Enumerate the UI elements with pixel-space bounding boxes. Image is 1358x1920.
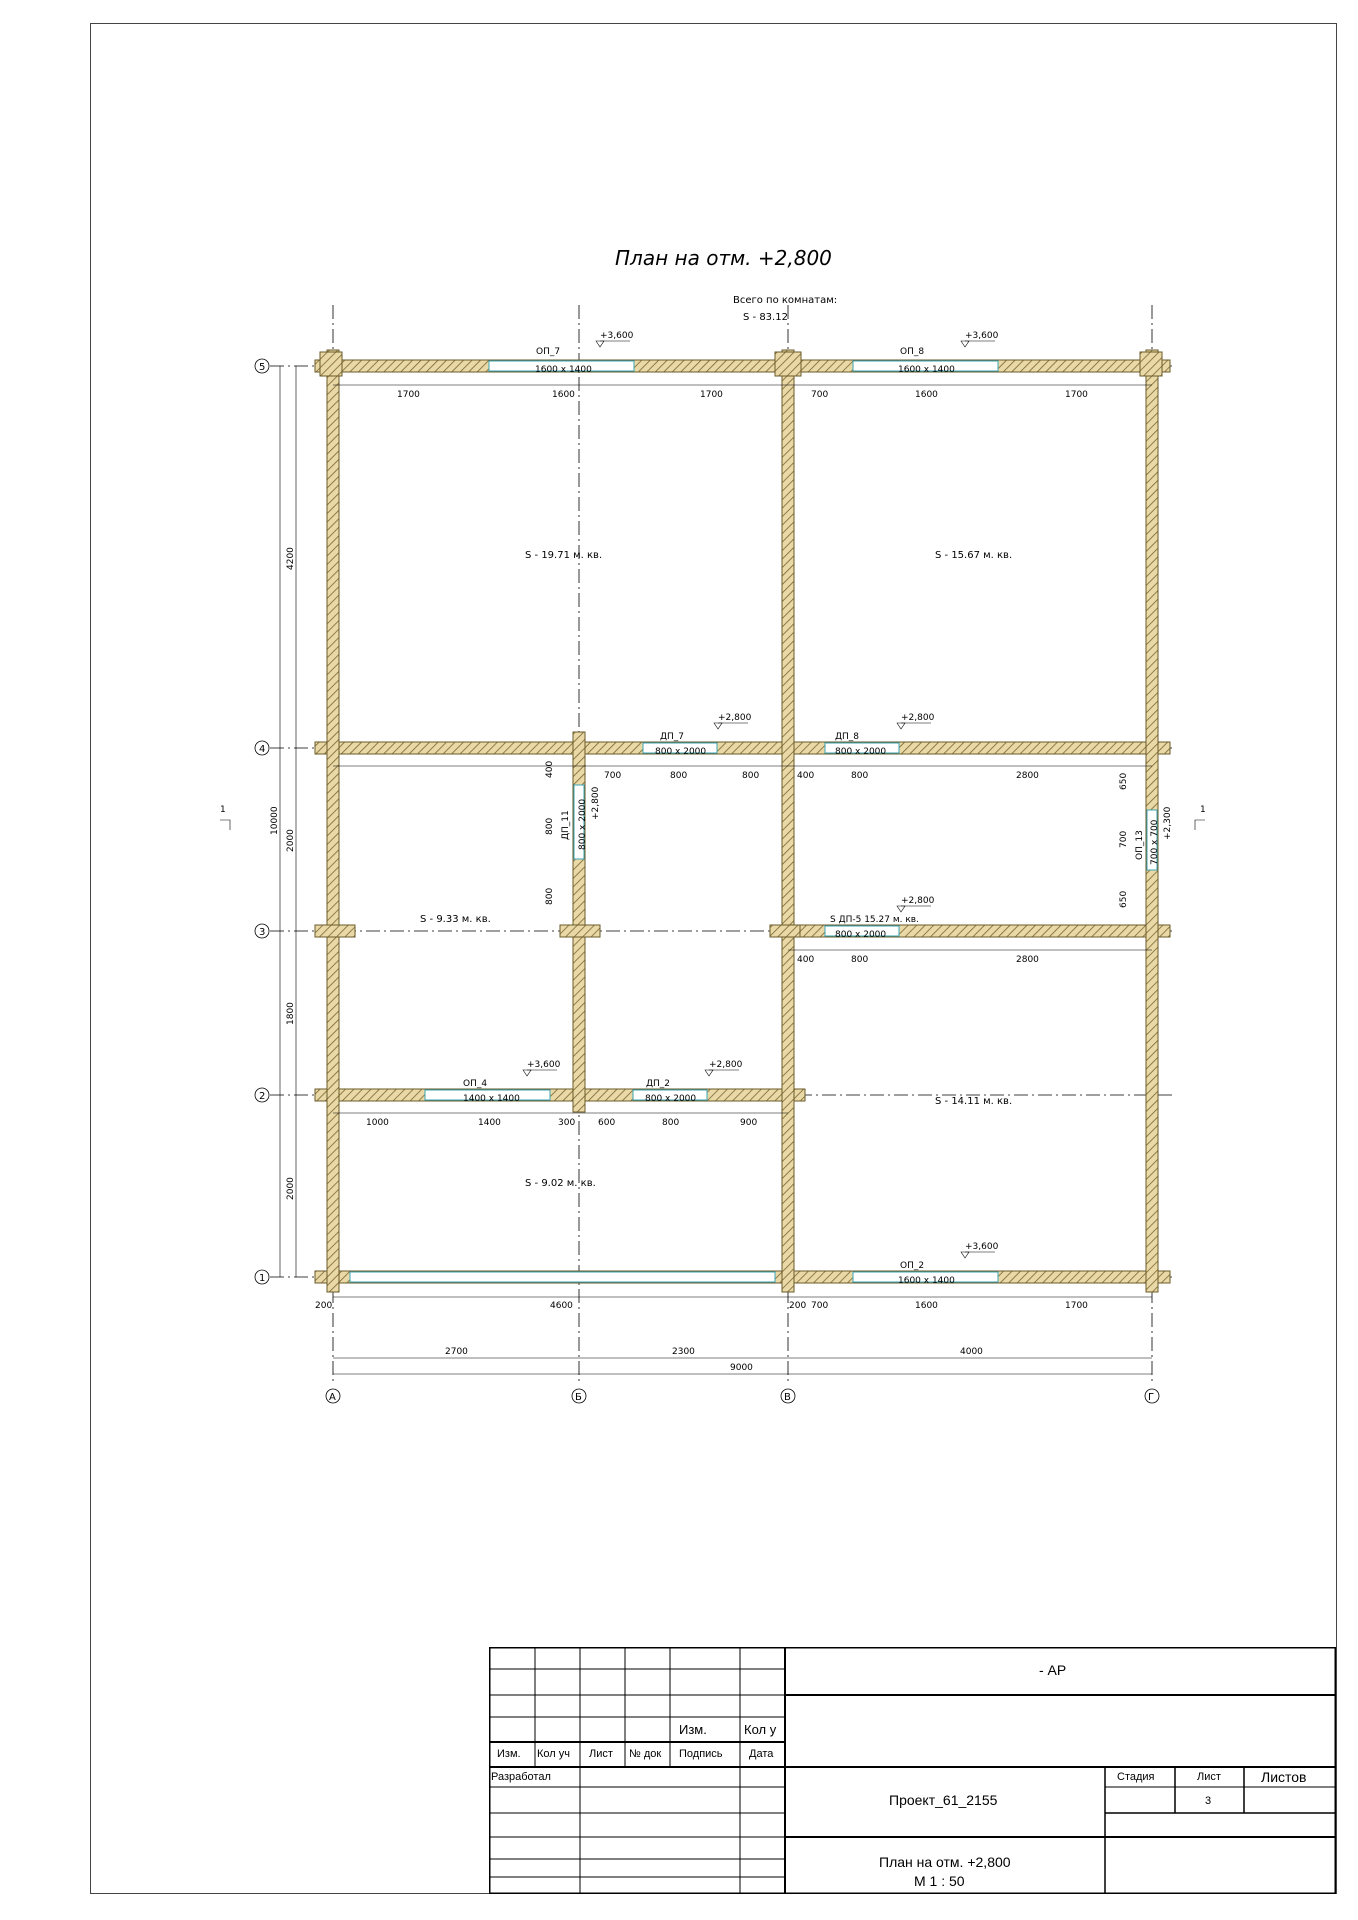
opening-level: +3,600 [965,331,999,341]
col-header: Подпись [679,1748,723,1760]
opening-level: +2,800 [901,713,935,723]
room-area: S - 19.71 м. кв. [525,550,603,561]
opening-size: 800 х 2000 [655,747,707,757]
room-area: S - 9.33 м. кв. [420,914,491,925]
axis-letter: Г [1148,1392,1155,1403]
row-kol-label: Кол у [744,1722,777,1737]
dim-text: 800 [851,955,869,965]
opening-level: +3,600 [600,331,634,341]
dim-text: 1700 [1065,390,1088,400]
dim-text: 1700 [397,390,420,400]
opening-mark: ОП_13 [1135,830,1145,860]
opening-mark: ОП_7 [536,347,561,357]
opening-level: +2,300 [1163,806,1173,840]
dim-text: 400 [545,760,555,778]
axis-number: 3 [259,927,266,938]
dim-text: 4600 [550,1301,573,1311]
opening-level: +2,800 [718,713,752,723]
stage-label: Стадия [1117,1771,1155,1783]
room-area: S - 15.67 м. кв. [935,550,1013,561]
section-mark-right: 1 [1200,805,1206,815]
dim-text: 2300 [672,1347,695,1357]
dim-text: 2800 [1016,955,1039,965]
axis-bubbles-letters [326,1389,1159,1403]
developed-label: Разработал [491,1771,551,1783]
sheet-title: План на отм. +2,800 [879,1854,1011,1870]
axis-number: 1 [259,1273,266,1284]
project-name: Проект_61_2155 [889,1792,998,1808]
sheet-number: 3 [1205,1795,1212,1807]
dim-text: 2000 [286,1177,296,1200]
dim-text: 1700 [700,390,723,400]
scale: М 1 : 50 [914,1873,965,1889]
sheets-label: Листов [1261,1769,1307,1785]
axis-number: 5 [259,362,266,373]
opening-size: 1600 х 1400 [898,365,955,375]
openings [350,361,1157,1282]
col-header: Дата [749,1748,774,1760]
opening-mark: ДП_11 [561,810,571,840]
total-area-label: Всего по комнатам: [733,295,838,306]
opening-size: 800 х 2000 [645,1094,697,1104]
dim-text: 800 [670,771,688,781]
dim-text: 200 [315,1301,333,1311]
axis-bubbles-numbers [255,359,269,1284]
opening-labels [463,331,1173,1286]
opening-size: 800 х 2000 [835,930,887,940]
dim-text: 10000 [270,806,280,835]
col-header: Кол уч [537,1748,570,1760]
dim-text: 9000 [730,1363,753,1373]
total-area-value: S - 83.12 [743,312,788,323]
axis-lines [270,305,1175,1385]
opening-mark: ДП_8 [835,732,860,742]
sheet-code: - АР [1039,1662,1067,1678]
axis-number: 4 [259,744,266,755]
opening-level: +3,600 [527,1060,561,1070]
dim-text: 400 [797,955,815,965]
dim-text: 2700 [445,1347,468,1357]
opening-mark: ДП_7 [660,732,685,742]
opening-level: +2,800 [709,1060,743,1070]
opening-mark: ОП_2 [900,1261,925,1271]
dim-text: 1600 [915,1301,938,1311]
opening-size: 1400 х 1400 [463,1094,520,1104]
dim-text: 650 [1119,772,1129,790]
room-area: S - 14.11 м. кв. [935,1096,1013,1107]
opening-level: +2,800 [591,786,601,820]
dim-text: 700 [811,1301,829,1311]
dim-text: 800 [742,771,760,781]
row-izm-label: Изм. [679,1722,707,1737]
dim-text: 1700 [1065,1301,1088,1311]
dim-text: 4000 [960,1347,983,1357]
dim-text: 4200 [286,547,296,570]
opening-level: +2,800 [901,896,935,906]
col-header: Изм. [497,1748,521,1760]
room-area: S - 9.02 м. кв. [525,1178,596,1189]
title-block [489,1647,1336,1894]
axis-letter: Б [575,1392,582,1403]
dim-text: 1000 [366,1118,389,1128]
col-header: № док [629,1748,662,1760]
axis-number: 2 [259,1091,266,1102]
dim-text: 800 [662,1118,680,1128]
opening-level: +3,600 [965,1242,999,1252]
axis-letter: В [784,1392,791,1403]
dim-text: 300 [558,1118,576,1128]
dim-text: 400 [797,771,815,781]
dim-text: 700 [1119,830,1129,848]
opening-size: 1600 х 1400 [898,1276,955,1286]
opening-size: 700 х 700 [1150,819,1160,865]
axis-letter: А [329,1392,336,1403]
section-mark-left: 1 [220,805,226,815]
dimension-lines [280,366,1152,1374]
walls [315,350,1170,1292]
dim-text: 800 [545,817,555,835]
dim-text: 1400 [478,1118,501,1128]
opening-mark: ОП_4 [463,1079,488,1089]
opening-size: 1600 х 1400 [535,365,592,375]
opening-size: 800 х 2000 [835,747,887,757]
dim-text: 700 [604,771,622,781]
dim-text: 900 [740,1118,758,1128]
opening-mark: ОП_8 [900,347,925,357]
dim-text: 650 [1119,890,1129,908]
sheet-label: Лист [1197,1771,1221,1783]
dim-text: 2800 [1016,771,1039,781]
dim-text: 1600 [915,390,938,400]
dim-text: 200 [789,1301,807,1311]
col-header: Лист [589,1748,613,1760]
opening-mark: ДП_2 [646,1079,671,1089]
dim-text: 800 [851,771,869,781]
opening-size: 800 х 2000 [578,798,588,850]
dim-text: 1800 [286,1002,296,1025]
opening-mark: S ДП-5 15.27 м. кв. [830,915,919,925]
dim-text: 700 [811,390,829,400]
dimension-texts [270,390,1129,1373]
dim-text: 1600 [552,390,575,400]
dim-text: 2000 [286,829,296,852]
dim-text: 800 [545,887,555,905]
dim-text: 600 [598,1118,616,1128]
plan-title: План на отм. +2,800 [615,246,832,270]
section-marks [220,805,1206,830]
